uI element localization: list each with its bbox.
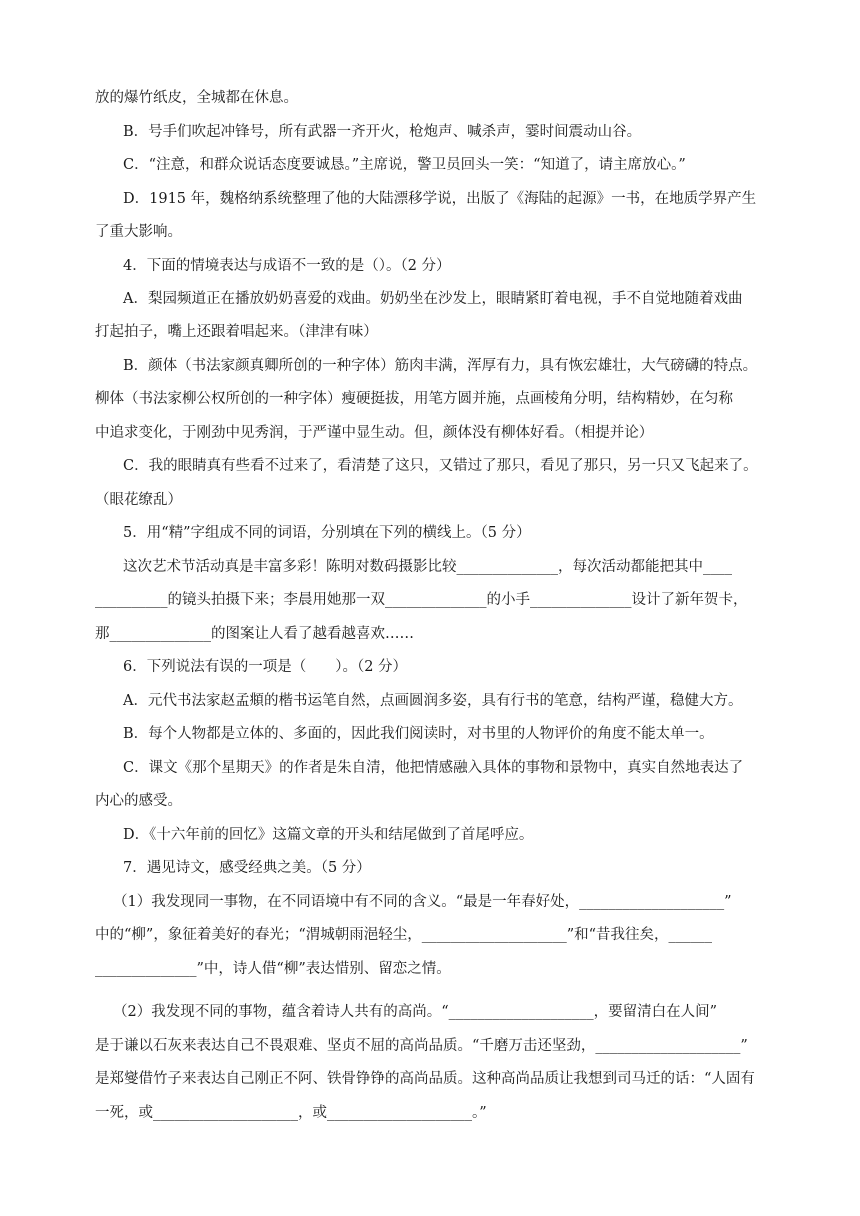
- option-c-line: C．“注意，和群众说话态度要诚恳。”主席说，警卫员回头一笑：“知道了，请主席放心。”: [123, 157, 686, 173]
- text-line: 中追求变化，于刚劲中见秀润，于严谨中显生动。但，颜体没有柳体好看。（相提并论）: [95, 425, 654, 441]
- question-5-title: 5．用“精”字组成不同的词语，分别填在下列的横线上。（5 分）: [123, 525, 531, 541]
- option-b-line: B．号手们吹起冲锋号，所有武器一齐开火，枪炮声、喊杀声，霎时间震动山谷。: [123, 124, 642, 140]
- q7-part-1: （1）我发现同一事物，在不同语境中有不同的含义。“最是一年春好处，____________________”: [113, 894, 732, 910]
- q5-passage: 这次艺术节活动真是丰富多彩！陈明对数码摄影比较______________，每次活动都能把其中____: [123, 559, 732, 575]
- q6-option-b: B．每个人物都是立体的、多面的，因此我们阅读时，对书里的人物评价的角度不能太单一。: [123, 726, 714, 742]
- question-6-title: 6．下列说法有误的一项是（ ）。（2 分）: [123, 659, 408, 675]
- text-line: ______________”中，诗人借“柳”表达惜别、留恋之情。: [95, 961, 451, 977]
- q6-option-d: D．《十六年前的回忆》这篇文章的开头和结尾做到了首尾呼应。: [123, 827, 534, 843]
- text-line: 打起拍子，嘴上还跟着唱起来。（津津有味）: [95, 324, 378, 340]
- option-d-line: D．1915 年，魏格纳系统整理了他的大陆漂移学说，出版了《海陆的起源》一书，在地质学界产生: [123, 191, 757, 207]
- q4-option-c: C．我的眼睛真有些看不过来了，看清楚了这只，又错过了那只，看见了那只，另一只又飞起来了。: [123, 458, 758, 474]
- text-line: 了重大影响。: [95, 224, 182, 240]
- text-line: 那______________的图案让人看了越看越喜欢……: [95, 626, 414, 642]
- q4-option-a: A．梨园频道正在播放奶奶喜爱的戏曲。奶奶坐在沙发上，眼睛紧盯着电视，手不自觉地随着戏曲: [123, 291, 743, 307]
- q6-option-c: C．课文《那个星期天》的作者是朱自清，他把情感融入具体的事物和景物中，真实自然地表达了: [123, 760, 744, 776]
- text-line: 一死，或____________________，或____________________。”: [95, 1105, 487, 1121]
- question-4-title: 4．下面的情境表达与成语不一致的是（）。（2 分）: [123, 258, 451, 274]
- q4-option-b: B．颜体（书法家颜真卿所创的一种字体）筋肉丰满，浑厚有力，具有恢宏雄壮，大气磅礴的特点。: [123, 358, 758, 374]
- q7-part-2: （2）我发现不同的事物，蕴含着诗人共有的高尚。“____________________，要留清白在人间”: [113, 1004, 718, 1020]
- text-line-1: 放的爆竹纸皮，全城都在休息。: [95, 90, 298, 106]
- q6-option-a: A．元代书法家赵孟頫的楷书运笔自然，点画圆润多姿，具有行书的笔意，结构严谨，稳健大方。: [123, 693, 743, 709]
- text-line: 柳体（书法家柳公权所创的一种字体）瘦硬挺拔，用笔方圆并施，点画棱角分明，结构精妙，在匀称: [95, 391, 733, 407]
- text-line: （眼花缭乱）: [95, 492, 182, 508]
- text-line: 中的“柳”，象征着美好的春光；“渭城朝雨浥轻尘，____________________”和“昔我往矣，______: [95, 927, 713, 943]
- text-line: 是于谦以石灰来表达自己不畏艰难、坚贞不屈的高尚品质。“千磨万击还坚劲，____________________”: [95, 1038, 748, 1054]
- text-line: 内心的感受。: [95, 793, 182, 809]
- question-7-title: 7．遇见诗文，感受经典之美。（5 分）: [123, 860, 371, 876]
- text-line: __________的镜头拍摄下来；李晨用她那一双______________的小手______________设计了新年贺卡，: [95, 592, 748, 608]
- text-line: 是郑燮借竹子来表达自己刚正不阿、铁骨铮铮的高尚品质。这种高尚品质让我想到司马迁的话：“人固有: [95, 1071, 755, 1087]
